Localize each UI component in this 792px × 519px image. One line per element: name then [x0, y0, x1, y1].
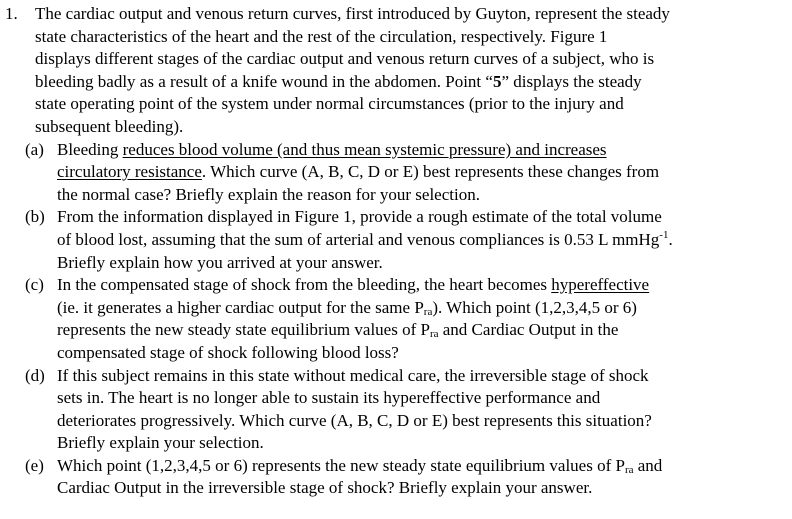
intro-line-5: state operating point of the system under normal circumstances (prior to the injury and	[35, 94, 624, 114]
part-c	[25, 274, 787, 364]
part-c-label: (c)	[25, 275, 44, 295]
underlined-text: reduces blood volume (and thus mean systemic pressure) and increases	[122, 139, 607, 159]
question-intro	[35, 3, 787, 139]
part-d-line-3: deteriorates progressively. Which curve (A, B, C, D or E) best represents this situation?	[57, 410, 652, 430]
part-c-line-1	[57, 274, 787, 297]
part-b	[25, 206, 787, 274]
part-d-line-1: If this subject remains in this state without medical care, the irreversible stage of shock	[57, 365, 649, 385]
part-c-line-4: compensated stage of shock following blood loss?	[57, 342, 399, 362]
part-b-line-1: From the information displayed in Figure 1, provide a rough estimate of the total volume	[57, 207, 662, 227]
part-c-text: In the compensated stage of shock from the bleeding, the heart becomes	[57, 275, 552, 295]
intro-line-3: displays different stages of the cardiac output and venous return curves of a subject, who is	[35, 49, 655, 69]
intro-text: ” displays the steady	[501, 71, 642, 91]
subscript: ra	[624, 463, 634, 476]
part-e-line-2: Cardiac Output in the irreversible stage of shock? Briefly explain your answer.	[57, 478, 593, 498]
part-a-line-1	[57, 139, 787, 162]
part-d-line-4: Briefly explain your selection.	[57, 433, 264, 453]
point-5-reference: 5	[492, 71, 502, 91]
underlined-text: hypereffective	[551, 275, 650, 295]
part-e-text: Which point (1,2,3,4,5 or 6) represents the new steady state equilibrium values of P	[57, 455, 625, 475]
question-number: 1.	[5, 4, 18, 23]
part-d-line-2: sets in. The heart is no longer able to sustain its hypereffective performance and	[57, 388, 601, 408]
intro-text: bleeding badly as a result of a knife wound in the abdomen. Point “	[35, 71, 493, 91]
part-b-label: (b)	[25, 207, 45, 227]
part-e-label: (e)	[25, 455, 44, 475]
part-e-line-1	[57, 455, 787, 478]
part-a-line-2	[57, 161, 787, 184]
part-b-text: of blood lost, assuming that the sum of arterial and venous compliances is 0.53 L mmHg	[57, 229, 660, 249]
part-a-line-3: the normal case? Briefly explain the reason for your selection.	[57, 184, 480, 204]
part-a-text: . Which curve (A, B, C, D or E) best represents these changes from	[201, 162, 660, 182]
part-d-label: (d)	[25, 365, 45, 385]
part-b-line-2	[57, 229, 787, 252]
superscript: -1	[659, 228, 669, 241]
part-b-text: .	[668, 229, 673, 249]
part-c-line-3	[57, 319, 787, 342]
subscript: ra	[429, 328, 439, 341]
intro-line-2: state characteristics of the heart and the rest of the circulation, respectively. Figure 1	[35, 26, 608, 46]
part-c-text: and Cardiac Output in the	[438, 320, 619, 340]
intro-line-1: The cardiac output and venous return curves, first introduced by Guyton, represent the steady	[35, 4, 670, 23]
part-e	[25, 455, 787, 500]
part-a-text: Bleeding	[57, 139, 123, 159]
subscript: ra	[423, 305, 433, 318]
part-c-text: ). Which point (1,2,3,4,5 or 6)	[432, 297, 637, 317]
intro-line-4	[35, 71, 787, 94]
part-b-line-3: Briefly explain how you arrived at your answer.	[57, 252, 383, 272]
part-c-line-2	[57, 297, 787, 320]
part-a-label: (a)	[25, 139, 44, 159]
part-c-text: represents the new steady state equilibrium values of P	[57, 320, 430, 340]
part-d	[25, 365, 787, 455]
part-a	[25, 139, 787, 207]
part-e-text: and	[633, 455, 663, 475]
part-c-text: (ie. it generates a higher cardiac output for the same P	[57, 297, 424, 317]
intro-line-6: subsequent bleeding).	[35, 116, 184, 136]
question-body	[25, 3, 787, 500]
underlined-text: circulatory resistance	[57, 162, 202, 182]
